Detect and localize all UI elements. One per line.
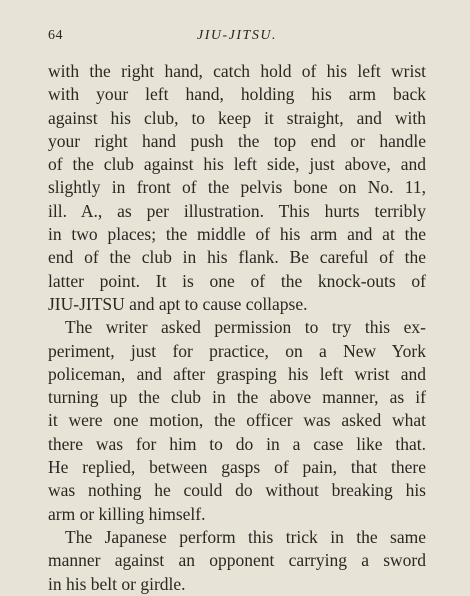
paragraph-3 — [48, 526, 426, 596]
text-line: your right hand push the top end or handle — [48, 130, 426, 151]
running-head: JIU-JITSU. — [197, 28, 277, 43]
text-line: in his belt or girdle. — [48, 573, 186, 594]
text-line: against his club, to keep it straight, and with — [48, 107, 426, 128]
text-line: in two places; the middle of his arm and at the — [48, 224, 426, 245]
text-line: there was for him to do in a case like that. — [48, 433, 426, 454]
text-line: arm or killing himself. — [48, 503, 206, 524]
page-header — [48, 28, 426, 48]
text-line: periment, just for practice, on a New York — [48, 340, 426, 361]
text-line: was nothing he could do without breaking his — [48, 480, 426, 501]
text-line: turning up the club in the above manner, as if — [48, 387, 426, 408]
text-line: He replied, between gasps of pain, that there — [48, 457, 426, 478]
text-line: with the right hand, catch hold of his left wrist — [48, 61, 426, 81]
text-line: The writer asked permission to try this ex- — [65, 317, 426, 338]
text-line: policeman, and after grasping his left wrist and — [48, 363, 426, 384]
text-line: manner against an opponent carrying a sword — [48, 550, 426, 571]
page-body — [48, 60, 426, 596]
text-line: of the club against his left side, just above, and — [48, 154, 426, 175]
paragraph-2 — [48, 316, 426, 526]
text-line: ill. A., as per illustration. This hurts terribly — [48, 200, 426, 221]
text-line: end of the club in his flank. Be careful of the — [48, 247, 426, 268]
page-number: 64 — [48, 28, 63, 43]
text-line: slightly in front of the pelvis bone on No. 11, — [48, 177, 426, 198]
text-line: JIU-JITSU and apt to cause collapse. — [48, 293, 308, 314]
text-line: with your left hand, holding his arm back — [48, 84, 426, 105]
text-line: it were one motion, the officer was asked what — [48, 410, 426, 431]
text-line: latter point. It is one of the knock-outs of — [48, 270, 426, 291]
paragraph-1 — [48, 60, 426, 316]
text-line: The Japanese perform this trick in the same — [65, 526, 426, 547]
